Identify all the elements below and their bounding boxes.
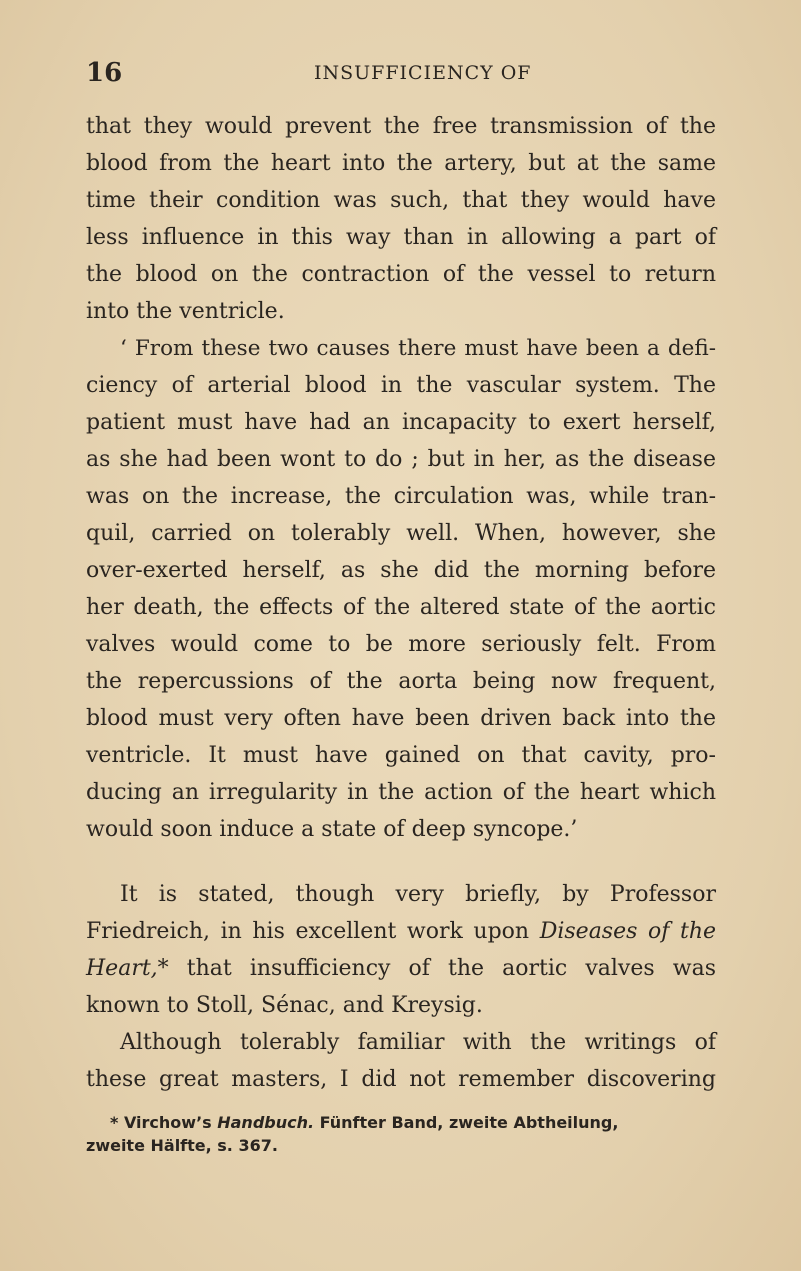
footnote-text: * Virchow’s (110, 1113, 218, 1132)
text-line: blood must very often have been driven back into the (86, 706, 716, 731)
text-line: It is stated, though very briefly, by Professor (120, 882, 716, 907)
text-line: ventricle. It must have gained on that cavity, pro- (86, 743, 716, 768)
paragraph-1 (86, 108, 716, 330)
text-line: less influence in this way than in allowing a part of (86, 225, 716, 250)
footnote (86, 1111, 716, 1157)
running-head (86, 58, 716, 88)
text-run: Friedreich, in his excellent work upon (86, 919, 540, 944)
text-line: ‘ From these two causes there must have been a defi- (120, 336, 716, 361)
footnote-text: Fünfter Band, zweite Abtheilung, (314, 1113, 619, 1132)
text-run: * that insufficiency of the aortic valves was (157, 956, 716, 981)
text-line: the blood on the contraction of the vessel to return (86, 262, 716, 287)
paragraph-4 (86, 1024, 716, 1098)
text-line (86, 950, 716, 987)
text-line: ciency of arterial blood in the vascular system. The (86, 373, 716, 398)
text-line: into the ventricle. (86, 299, 285, 324)
text-line: patient must have had an incapacity to exert herself, (86, 410, 716, 435)
text-line: Although tolerably familiar with the writings of (120, 1030, 716, 1055)
text-line: the repercussions of the aorta being now frequent, (86, 669, 716, 694)
footnote-line (86, 1111, 716, 1134)
page-number: 16 (86, 58, 123, 88)
text-line: as she had been wont to do ; but in her, as the disease (86, 447, 716, 472)
footnote-italic: Handbuch. (217, 1113, 315, 1132)
text-line: quil, carried on tolerably well. When, however, she (86, 521, 716, 546)
text-line: valves would come to be more seriously felt. From (86, 632, 716, 657)
text-line: blood from the heart into the artery, but at the same (86, 151, 716, 176)
footnote-line: zweite Hälfte, s. 367. (86, 1136, 278, 1155)
running-title: INSUFFICIENCY OF (314, 62, 532, 84)
text-line: these great masters, I did not remember discovering (86, 1067, 716, 1092)
text-line: her death, the effects of the altered state of the aortic (86, 595, 716, 620)
text-line (86, 913, 716, 950)
body-text (86, 108, 716, 1098)
text-line: over-exerted herself, as she did the morning before (86, 558, 716, 583)
text-line: that they would prevent the free transmission of the (86, 114, 716, 139)
text-line: would soon induce a state of deep syncope.’ (86, 817, 578, 842)
text-line: known to Stoll, Sénac, and Kreysig. (86, 993, 483, 1018)
paragraph-3 (86, 876, 716, 1024)
text-line: time their condition was such, that they would have (86, 188, 716, 213)
text-line: was on the increase, the circulation was, while tran- (86, 484, 716, 509)
paragraph-gap (86, 848, 716, 876)
text-line: ducing an irregularity in the action of the heart which (86, 780, 716, 805)
book-title-italic: Heart, (86, 956, 158, 981)
book-title-italic: Diseases of the (539, 919, 717, 944)
paragraph-2-quotation (86, 330, 716, 848)
